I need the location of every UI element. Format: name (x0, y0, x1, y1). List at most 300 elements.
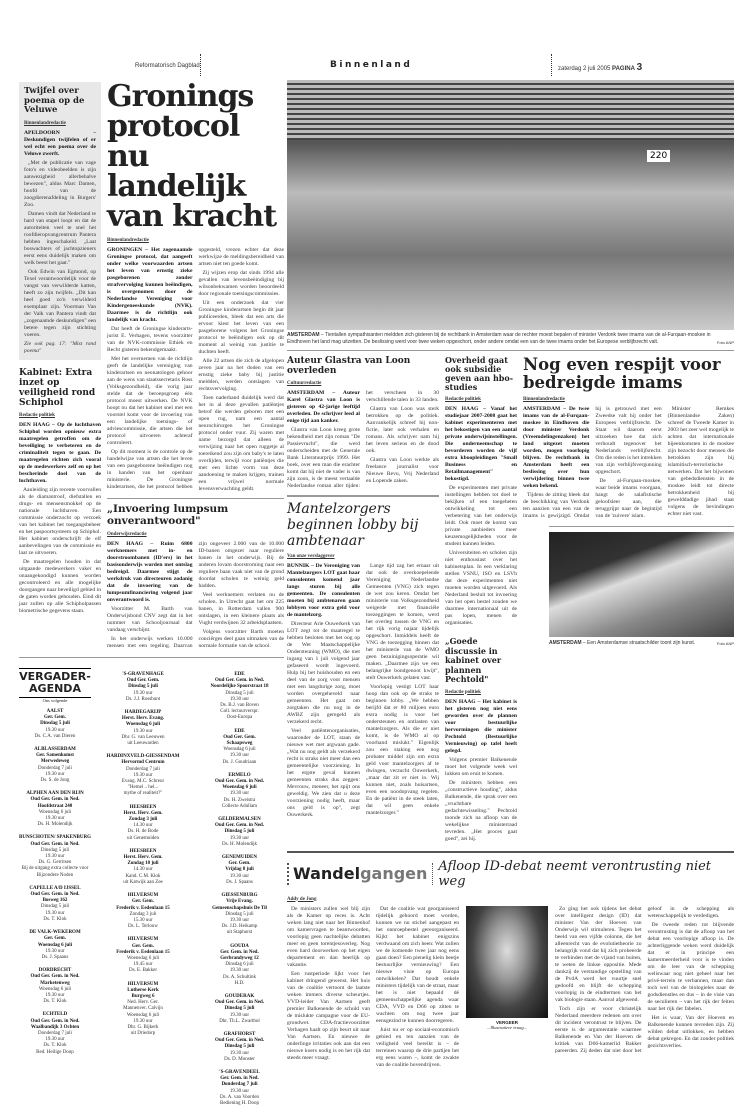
paragraph: „Met de publicatie van vage foto's en videobeelden is zijn aanwezigheid allerbehalve bewezen", aldus Marc Damen, hoofd van de zoogdierenafdeling in Burgers' Zoo. (24, 159, 96, 208)
agenda-heading: Dinsdag 5 juli (224, 1044, 255, 1050)
page-date (558, 62, 642, 73)
agenda-item (19, 709, 91, 740)
agenda-item (195, 1032, 284, 1063)
lead-paragraph: APELDOORN – Deskundigen twijfelen of er wel echt een poema over de Veluwe zwerft. (24, 129, 96, 157)
right-block (287, 332, 734, 1069)
center-left-column (107, 79, 284, 651)
agenda-detail: "Hemel .. hel... (127, 785, 159, 791)
agenda-heading: DORDRECHT (38, 968, 72, 974)
agenda-detail: 19.30 uur (229, 917, 250, 923)
agenda-heading: Ger. Gem. (132, 899, 154, 905)
wandelgangen-headline: Afloop ID-debat neemt verontrusting niet weg (438, 858, 712, 889)
kabinet-article (19, 368, 101, 617)
agenda-heading: Oud Ger. Gem. in Ned. (30, 1018, 80, 1024)
agenda-detail: Bed. Heilige Doop (36, 1049, 74, 1055)
agenda-detail: Woensdag 6 juli (223, 747, 256, 753)
agenda-subtitle: Ons volgende (19, 697, 91, 703)
agenda-heading: Hoofdstraat 240 (37, 803, 73, 809)
minister-portrait (466, 906, 548, 1018)
agenda-heading: ALBLASSERDAM (34, 747, 76, 753)
agenda-heading: BUNSCHOTEN/ SPAKENBURG (19, 835, 92, 841)
agenda-heading: Dinsdag 5 juli (224, 829, 255, 835)
agenda-item (195, 944, 284, 987)
agenda-heading: Bosweg 162 (42, 898, 68, 904)
agenda-item (195, 893, 284, 936)
agenda-heading: ALPHEN AAN DEN RIJN (26, 791, 84, 797)
paragraph: De ministers zullen wel blij zijn als de Kamer op reces is. Acht weken lang niet naar het Binnenhof om kamervragen te beantwoorden, voorlopig geen nachtelijke debatten meer en geen torentjesoverleg. Nog even hard doorwerken op het eigen departement en dan heerlijk op vakantie. (287, 905, 370, 968)
divider (107, 498, 284, 499)
agenda-heading: GIESSENBURG (221, 893, 258, 899)
poema-headline: Twijfel over poema op de Veluwe (24, 86, 85, 115)
paragraph: Universiteiten en scholen zijn niet enthousiast over het kabinetsplan. In een verklaring stellen VSNU, ISO en LSVb dat deze experimenten niet moeten worden uitgevoerd. Als Nederland besluit tot invoering van het open bestel zouden we daarmee internationaal uit de pas lopen, menen de organisaties. (445, 550, 517, 626)
agenda-column (195, 672, 284, 1114)
paragraph: Minister Remkes (Binnenlandse Zaken) schreef de Tweede Kamer in 2003 het zeer wel mogelijk te achten dat internationale bijeenkomsten in de moskee zijn bezocht door mensen die betrokken zijn bij islamitisch-terroristische netwerken. Dat het bijwonen van gebedsdiensten in de moskee leidt tot directe betrokkenheid bij gewelddadige jihad staat volgens de bevindingen echter niet vast. (667, 406, 734, 517)
agenda-detail: uit Staphorst (226, 930, 253, 936)
agenda-detail: 19.30 uur (45, 854, 65, 860)
divider (287, 350, 734, 351)
agenda-detail: Bediening H. Doop (219, 1100, 260, 1106)
agenda-detail: Dinsdag 5 juli (225, 911, 254, 917)
agenda-heading: Oud Ger. Gem. in Ned. (214, 823, 265, 829)
agenda-detail: Ds. T. Klok (43, 1043, 67, 1049)
agenda-item (103, 710, 183, 747)
agenda-heading: Oud Ger. Gem. (223, 734, 256, 740)
paragraph: Ook Edwin van Egmond, op Texel verantwoordelijk voor de vangst van verwilderde katten, heeft zo zijn twijfels. „Dit kan heel goed zo'n verwilderd exemplaar zijn. Voorman Van der Valk van Pantera vindt dat „zogenaamde deskundigen" een betere tegen zijn stichting voeren. (24, 268, 96, 338)
agenda-heading: Herst. Herv. Gem. (123, 810, 163, 816)
byline: Binnenlandredactie (107, 238, 149, 243)
caption-place: AMSTERDAM (549, 639, 582, 646)
agenda-detail: Kand. C.M. Klok (125, 873, 161, 879)
agenda-detail: Mannenver. Calvijn (123, 1006, 163, 1012)
overheid-article (445, 356, 517, 629)
agenda-heading: GOUDA (230, 943, 249, 949)
agenda-detail: Ds. T. Klok (43, 999, 67, 1005)
agenda-heading: ERMELO (228, 772, 251, 778)
paragraph: Aanleiding zijn recente voorvallen als de diamantroof, diefstallen en drugs- en mensensmokkel op de nationale luchthaven. Een commissie onderzocht op verzoek van het kabinet het toegangsbeheer en het paspoortsysteem op Schiphol. Het kabinet onderschrijft de elf aanbevelingen van de commissie en laat ze uitvoeren. (19, 486, 101, 556)
agenda-detail: 19.30 uur (45, 948, 65, 954)
agenda-heading: Dinsdag 5 juli (224, 1006, 255, 1012)
wandelgangen-article (287, 906, 734, 1069)
paragraph: Dat de coalitie wat georganiseerd tijdelijk gehoord moet worden, kunnen we nu stichel aangepast en het onnroepbestel gereorganiseerd. Kijkt het kabinet enigszins verdwaand om zich heen: Wat zullen we de komende twee jaar nog eens gaan doen? Een pienelig klein beetje bestuurlijke vernieuwing? Een nieuwe visie op Europa ontwikkelen? Dat houdt enkele ministers tijdelijk van de straat, maar het is niet bepaald dé gemeenschappelijke agenda waar CDA, VVD en D66 op zitten te wachten om nog twee jaar eensgezind te kunnen doorregeren. (376, 905, 459, 1024)
agenda-heading: CAPELLE A/D IJSSEL (29, 885, 81, 891)
byline: Onderwijsredactie (107, 532, 147, 537)
lead-paragraph: GRONINGEN – Het zogenaamde Groningse protocol, dat aangeeft onder welke voorwaarden artsen het leven van ernstig zieke pasgeborenen zonder strafvervolging kunnen beëindigen, is overgenomen door de Nederlandse Vereniging voor Kindergeneeskunde (NVK). Daarmee is de richtlijn ook landelijk van kracht. (107, 247, 193, 323)
agenda-heading: Donderdag 7 juli (221, 1082, 258, 1088)
agenda-item (195, 729, 284, 766)
agenda-detail: Dinsdag 6 juli (225, 962, 254, 968)
agenda-detail: 19.30 uur (229, 696, 250, 702)
agenda-heading: Lutherse Kerk (127, 987, 159, 993)
byline: Redactie politiek (19, 412, 55, 418)
agenda-detail: Woensdag 6 juli (126, 955, 160, 961)
agenda-detail: uit Genemuiden (126, 835, 160, 841)
agenda-heading: Ger. Gem. (228, 861, 251, 867)
agenda-heading: Woensdag 6 juli (222, 785, 257, 791)
photo-credit: Foto ANP (716, 640, 734, 646)
agenda-heading: ECHTELD (42, 1012, 68, 1018)
agenda-detail: 19.30 uur (229, 968, 250, 974)
agenda-heading: Noordelijke Spoorstraat 18 (210, 684, 269, 690)
agenda-heading: HILVERSUM (127, 937, 159, 943)
agenda-detail: Donderdag 7 juli (126, 766, 160, 772)
agenda-detail: uit Katwijk aan Zee (123, 879, 163, 885)
agenda-heading: Oud Ger. Gem. in Ned. (214, 779, 265, 785)
article-body (107, 541, 284, 651)
agenda-item (103, 937, 183, 974)
photo-subcaption: ...Illustratieve vraag... (486, 1024, 528, 1030)
paragraph: Tijdens de zitting bleek dat de beschikking van Verdonk ten aanzien van een van de imams is gewijzigd. Omdat hij is getrouwd met een Zweedse valt hij onder het Europees verblijfsrecht. De Staat wil daarom eerst uitzoeken hoe dat zich verhoudt tegenover het Nederlands verblijfsrecht. Om die reden is het intrekken van zijn verblijfsvergunning opgeschort. (523, 406, 662, 519)
agenda-heading: Herst. Herv. Gem. (123, 855, 163, 861)
divider (200, 54, 201, 76)
paragraph: Alle 22 artsen die zich de afgelopen zeven jaar na het doden van een ernstig zieke baby bij justitie meldden, werden ontslagen van rechtsvervolging. (198, 358, 284, 392)
agenda-detail: Collecte Adullam (221, 803, 258, 809)
agenda-heading: 'S-GRAVENHAGE (122, 672, 164, 677)
paragraph: Veel werknemers verlaten nu de scholen. In Utrecht gaat het om 225 banen, in Rotterdam vallen 900 ontslagen, in een kleinere plaats als Vught verdwijnen 32 arbeidsplaatsen. (198, 592, 284, 626)
photo-caption (287, 332, 734, 346)
agenda-item (195, 1070, 284, 1107)
agenda-heading: Oud Ger. Gem. in Ned. (30, 841, 80, 847)
agenda-first-column (19, 668, 91, 1063)
paragraph: Lange tijd zag het ernaar uit dat ook de overkoepelende Vereniging Nederlandse Gemeenten (VNG) zich tegen de wet zou keren. Omdat het ministerie van Volksgezondheid weigerde met financiële toezeggingen te komen, werd het overleg tussen de VNG en het rijk vorig najaar tijdelijk opgeschort. Inmiddels heeft de VNG de toezegging binnen dat het ministerie van de WMO geen bezuinigingsoperatie wil maken. „Daarmee zijn we een belangrijke bondgenoot kwijt", stelt Ouwerkerk gelaten vast. (366, 563, 439, 681)
paragraph: Uit een onderzoek dat vier Groningse kinderartsen begin dit jaar publiceerden, bleek dat een arts die ervoor kiest het leven van een pasgeborene volgens het Groningse protocol te beëindigen ook op dit moment al weinig van justitie te duchten heeft. (198, 300, 284, 355)
divider (19, 657, 284, 658)
agenda-detail: 14.30 uur (133, 867, 153, 873)
agenda-detail: Ds. E. Bakker (128, 968, 158, 974)
agenda-title: VERGADER-AGENDA (19, 670, 91, 695)
agenda-detail: Ds. S. de Jong (40, 778, 70, 784)
agenda-detail: Donderdag 7 juli (38, 765, 72, 771)
paragraph: Glastra van Loon werkte als freelance journalist voor Nieuwe Revu, Vrij Nederland en Lopende zaken. (366, 457, 439, 484)
article-body (19, 422, 101, 615)
paragraph: Met het overnemen van de richtlijn geeft de landelijke vereniging van kinderartsen en neonatologen gehoor aan de wens van staatssecretaris Ross (Volksgezondheid), die vorig jaar stelde dat de beroepsgroep één protocol moest uitwerken. De NVK hoopt nu dat het kabinet snel met een voorstel komt voor de invoering van een landelijke toetsings- of adviescommissie, die artsen die het protocol uitvoeren achteraf controleert. (107, 356, 193, 446)
agenda-detail: Ds. D. Monster (224, 1056, 255, 1062)
agenda-heading: HILVERSUM (127, 893, 159, 899)
lead-paragraph: AMSTERDAM – De twee imams van de al-Furqaan-moskee in Eindhoven die door minister Verdonk (Vreemdelingenzaken) het land uitgezet moeten worden, mogen voorlopig blijven. De rechtbank in Amsterdam heeft een beslissing over hun verwijdering binnen twee weken bekend. (523, 406, 590, 489)
paragraph: Het is waar, Van der Hoeven en Balkenende kunnen tevreden zijn. Zij wilden debat uitlokken, en hebben debat gekregen. En dat zonder politiek gezichtsverlies. (647, 1014, 734, 1049)
agenda-detail: Oost-Europa (226, 715, 253, 721)
agenda-item (19, 886, 91, 923)
agenda-heading: 'S-GRAVENDEEL (219, 1069, 260, 1075)
paragraph: Zij wijzen erop dat sinds 1994 alle gevallen van levensbeëindiging bij wilsonbekwamen worden beoordeeld door regionale toetsingscommissies. (198, 270, 284, 297)
agenda-item (103, 849, 183, 886)
byline: Binnenlandredactie (523, 397, 565, 402)
agenda-heading: DE VALK-WEKEROM (29, 930, 81, 936)
agenda-detail: Ds. A. Schultink (222, 974, 257, 980)
agenda (19, 668, 284, 1114)
agenda-detail: 19.30 uur (133, 728, 153, 734)
agenda-detail: Bij de uitgang extra collecte voor (21, 866, 89, 872)
agenda-heading: Zondag 3 juli (128, 817, 158, 823)
photo-block (466, 906, 548, 1030)
paragraph: Op dit moment is de controle op de handelwijze van artsen die het leven van een pasgeborene beëindigen nog in handen van het openbaar ministerie. De Groningse kinderartsen, die het protocol hebben opgesteld, vrezen echter dat deze werkwijze de meldingsbereidheid van artsen niet ten goede komt. (107, 247, 284, 490)
article-body (24, 130, 96, 339)
kabinet-headline: Kabinet: Extra inzet op veiligheid rond Schiphol (19, 367, 96, 408)
mantelzorg-article (287, 501, 439, 820)
agenda-heading: Zondag 10 juli (127, 861, 159, 867)
agenda-item (195, 994, 284, 1025)
agenda-heading: Ger. Gem. (44, 715, 66, 721)
agenda-detail: Dinsdag 5 juli (40, 904, 70, 910)
divider (287, 851, 734, 853)
agenda-detail: Ds. H. Molendijk (37, 822, 73, 828)
agenda-heading: HILVERSUM (127, 981, 159, 987)
agenda-heading: Oud Ger. Gem. in Ned. (214, 678, 265, 684)
paragraph: Glastra van Loon was sterk betrokken op de politiek. Aanvankelijk schreef hij non-fictie, later ook verhalen en romans. Als schrijver nam hij het leven serieus en de dood ook. (366, 406, 439, 454)
agenda-detail: mythe of realiteit?" (123, 791, 163, 797)
agenda-detail: Ds. T. Klok (43, 916, 67, 922)
agenda-detail: 19.30 uur (229, 835, 250, 841)
article-body (445, 699, 517, 843)
agenda-detail: 19.30 uur (229, 791, 250, 797)
caption-text: – Een Amsterdamse straatschilder toont zijn kunst. (582, 639, 696, 646)
article-body (555, 906, 734, 1055)
agenda-detail: Ds. J. Goudriaan (222, 759, 257, 765)
agenda-heading: Schaapsweg (226, 741, 253, 747)
agenda-heading: Dinsdag 5 juli (40, 721, 70, 727)
see-also: Zie ook pag. 17: "Mist rond poema" (24, 340, 96, 354)
left-column (19, 82, 101, 617)
label-light: gangen (360, 864, 428, 883)
left-block (19, 79, 284, 1114)
agenda-item (19, 968, 91, 1005)
article-body (523, 406, 734, 521)
agenda-heading: HEESBEEN (129, 848, 157, 854)
agenda-heading: Frederik v. Eedenlaan 15 (116, 949, 170, 955)
agenda-detail: Ds. L. Terlouw (127, 924, 159, 930)
agenda-item (103, 982, 183, 1038)
agenda-heading: Oud Ger. Gem. in Ned. (30, 974, 80, 980)
wandelgangen-header (287, 859, 734, 889)
agenda-heading: Merwedeweg (40, 759, 70, 765)
glastra-headline: Auteur Glastra van Loon overleden (287, 356, 411, 376)
divider (551, 54, 552, 76)
pechtold-article (445, 637, 517, 845)
date-text: zaterdag 2 juli 2005 (558, 66, 611, 72)
building-number: 220 (647, 150, 670, 162)
divider (432, 863, 433, 885)
agenda-title-block (19, 668, 91, 709)
glastra-article (287, 356, 439, 490)
paragraph: De tweede reden tot blijvende verontrusting is dat de afloop van het debat een voorlopige afloop is. De achterliggende weken werd duidelijk dat er in principe een kamermeerderheid voor is te vinden om de leer van de schepping weliswaar nog niet geheel naar het privé-terrein te verbannen, maar dan toch wel van de biologieles naar de godsdienstles en dus – in de visie van de seculieren – van het rijk der feiten naar het rijk der fabelen. (647, 921, 734, 1012)
agenda-item (195, 817, 284, 848)
agenda-detail: 19.30 uur (45, 1037, 65, 1043)
byline: Binnenlandredactie (24, 120, 66, 126)
agenda-heading: GELDERMALSEN (218, 817, 261, 823)
column-c (287, 356, 439, 820)
groningen-headline: Gronings protocol nu landelijk van kracht (107, 79, 277, 234)
respijt-article (523, 356, 734, 521)
byline: Redactie politiek (445, 397, 481, 402)
lead-paragraph: DEN HAAG – Ruim 6800 werknemers met in- en doorstroombanen (ID'ers) in het basisonderwijs worden met ontslag bedreigd. Daarmee stijgt de werkdruk van directeuren zodanig dat de invoering van de lumpsumfinanciering volgend jaar onverantwoord is. (107, 541, 193, 603)
agenda-heading: AALST (46, 709, 64, 714)
agenda-detail: 19.30 uur (133, 772, 153, 778)
byline: Van onze verslaggever (287, 554, 335, 559)
agenda-heading: GENEMUIDEN (221, 855, 257, 861)
agenda-heading: Marketenweg (40, 980, 70, 986)
agenda-detail: Dinsdag 5 juli (225, 690, 254, 696)
agenda-detail: 19.30 uur (45, 771, 65, 777)
agenda-detail: Ds. B.J. van Boven (220, 703, 259, 709)
agenda-detail: Evang. M.C. Schreur (121, 779, 165, 785)
agenda-heading: Gerbrandyweg 12 (220, 955, 259, 961)
agenda-detail: Ds. H. Zweistra (223, 797, 256, 803)
agenda-item (195, 672, 284, 722)
agenda-detail: Ds. A. van Voorden (219, 1094, 260, 1100)
agenda-heading: Oud Ger. Gem. in Ned. (214, 1000, 265, 1006)
column-d (445, 356, 517, 845)
agenda-detail: Woensdag 6 juli (38, 809, 72, 815)
photo-caption: VERGEER (495, 1019, 518, 1025)
agenda-heading: EDE (234, 672, 245, 677)
agenda-item (103, 893, 183, 930)
paragraph: Juist nu er op sociaal-economisch gebied en ten aanzien van de veiligheid veel bereikt is – de terreinen waarop de drie partijen het erg eens waren –, komt de zwakte van de coalitie bovendrijven. (376, 1026, 459, 1068)
agenda-item (103, 754, 183, 797)
paragraph: Volgens voorzitter Barth moeten conciërges deel gaan uitmaken van de normale formatie van de school. (198, 629, 284, 649)
paragraph: Directeur Arie Ouwerkerk van LOT zegt tot de maatregel te hebben besloten met het oog op de Wet Maatschappelijke Ondersteuning (WMO), die met ingang van 1 juli volgend jaar gefaseerd wordt ingevoerd. Hulp bij het huishouden en een deel van de zorg voor mensen met een langdurige zorg, moet worden overgeheveld naar gemeenten. Het gaat om zorgtaken die nu nog in de AWBZ zijn geregeld als verzekerd recht. (287, 621, 360, 725)
street-painter-photo (549, 532, 734, 637)
agenda-item (195, 773, 284, 810)
agenda-heading: Hervormd Centrum (121, 760, 165, 766)
poema-box (19, 82, 101, 360)
agenda-detail: Ds. J. Spaans (41, 954, 69, 960)
agenda-heading: Oud Ger. Gem. (126, 678, 160, 684)
lumpsum-article (107, 503, 284, 651)
agenda-detail: Zondag 3 juli (129, 911, 157, 917)
lead-paragraph: BUNNIK – De Vereniging van Mantelzorgers LOT gaat haar consulenten komend jaar langs sturen bij alle gemeenten. De consulenten moeten bij ambtenaren gaan lobbyen voor extra geld voor de mantelzorg. (287, 563, 360, 618)
divider (549, 526, 734, 527)
photo-credit: Foto ANP (716, 340, 734, 345)
agenda-column (19, 709, 91, 1063)
paragraph: De al-Furqaan-moskee, waar beide imams voorgaan, hangt de salafistische geloofsleer aan, die teruggrijpt naar de begintijd van de 'zuivere' islam. (595, 478, 662, 519)
agenda-detail: 19.30 uur (229, 1012, 250, 1018)
agenda-detail: 15.30 uur (133, 917, 153, 923)
agenda-item (19, 930, 91, 961)
agenda-detail: Dhr. G. van Leeuwen (121, 734, 165, 740)
agenda-detail: Ds. H. Molendijk (222, 841, 257, 847)
agenda-heading: Dinsdag 5 juli (128, 684, 158, 690)
agenda-detail: 19.30 uur (229, 873, 250, 879)
article-body (107, 247, 284, 493)
paragraph: Toch zijn er voor christelijk Nederland meerdere redenen om over dit incident verontrust te blijven. De eerste is de argumentatie waarmee Balkenende en Van der Hoeven de kritiek van D66-kamerlid Bakker pareerden. Zij deden dat niet door het geloof in de schepping als wetenschappelijk te verdedigen. (555, 905, 734, 1054)
agenda-detail: 19.45 uur (133, 962, 153, 968)
agenda-detail: Dhr. Th.L. Zwartbol (219, 1018, 260, 1024)
agenda-heading: Frederik v. Eedenlaan 15 (116, 905, 170, 911)
agenda-column (103, 672, 183, 1044)
agenda-item (103, 672, 183, 703)
agenda-detail: 19.30 uur (229, 1050, 250, 1056)
agenda-heading: Ger. Gem. (44, 936, 66, 942)
overheid-headline: Overheid gaat ook subsidie geven aan hbo-studies (445, 355, 514, 392)
caption-place: AMSTERDAM (287, 332, 320, 338)
agenda-detail: Dhr. G. Bijkerk (127, 1024, 159, 1030)
article-body (445, 406, 517, 627)
agenda-item (103, 805, 183, 842)
paragraph: Toen naderhand duidelijk werd dat het in al deze gevallen patiëntjes betrof die werden geboren met een open rug, nam een aantal neurochirurgen het Groningse protocol onder vuur. Zij waren met name bezorgd dat alleen de verwijzing naar het open ruggetje al toereikend zou zijn om baby's te laten overlijden, terwijl voor patiëntjes die met een lichte vorm van deze aandoening te maken krijgen, trainen een vrijwel normale levensverwachting geldt. (198, 395, 284, 492)
paragraph: De maatregelen houden in dat uitgaande medewerkers vaker en onaangekondigd kunnen worden gecontroleerd en alle mogelijke doorgangen naar beveiligd gebied in de gaten worden gehouden. Eind dit jaar zullen op alle Schipholpassen biometrische gegevens staan. (19, 558, 101, 614)
paragraph: Dat heeft de Groningse kinderarts-jurist E. Verhagen, tevens voorzitter van de NVK-commissie Ethiek en Recht gisteren bekendgemaakt. (107, 326, 193, 353)
court-crowd-photo (287, 80, 734, 330)
page-label: PAGINA (612, 66, 635, 72)
caption-text: – Tientallen sympathisanten meldden zich gisteren bij de rechtbank in Amsterdam waar de rechter moest bepalen of minister Verdonk twee imams van de al-Furqaan-moskee in Eindhoven het land mag uitzetten. De beslissing werd voor twee weken opgeschort, onder andere omdat een van de twee imams onder het Europese verblijfsrecht valt. (287, 332, 711, 345)
agenda-detail: Ds. C.A. van Dieren (34, 733, 76, 739)
agenda-item (195, 855, 284, 886)
agenda-heading: Oud Ger. Gem. in Ned. (30, 797, 80, 803)
agenda-detail: uit Driedorp (130, 1031, 156, 1037)
agenda-detail: Ds. J.D. Heikamp (221, 924, 258, 930)
paragraph: Een rustperiode lijkt voor het kabinet dringend gewenst. Het huis van de coalitie vertoont de laatste weken immers diverse scheurtjes. VVD-leider Van Aartsen geeft premier Balkenende de schuld van de mislukte campagne voor de EU-grondwet. CDA-fractievoorzitter Verhagen haalt op zijn beurt uit naar Van Aartsen. En nieuwe de onderlinge irritaties ook aan dat een nieuwe koers nodig is en het rijk dat steeds meer vraagt. (287, 970, 370, 1061)
column-label (293, 864, 427, 883)
agenda-heading: GOUDERAK (224, 993, 255, 999)
agenda-detail: 14.30 uur (133, 823, 153, 829)
paragraph: Volgens premier Balkenende moet het volgende week wel lukken om eruit te komen. (445, 756, 517, 777)
agenda-item (19, 835, 91, 878)
paragraph: Damen vindt dat Nederland te hard van stapel loopt en dat de autoriteiten veel te snel het roofdieropvangcentrum Pantera hebben ingeschakeld. „Laat boswachters of jachtopzieners eerst eens duidelijk maken om welk beest het gaat." (24, 210, 96, 266)
agenda-detail: Donderdag 7 juli (38, 1030, 72, 1036)
label-dark: Wandel (293, 864, 361, 883)
agenda-heading: Vrije Evang. (226, 899, 253, 905)
agenda-heading: Gemeenschapshuis De Til (212, 905, 267, 911)
column-e (523, 356, 734, 647)
agenda-detail: Ds. H. de Bode (127, 829, 159, 835)
agenda-heading: HEESBEEN (129, 804, 157, 810)
agenda-detail: Dinsdag 5 juli (40, 847, 70, 853)
left-upper-row (19, 79, 284, 651)
agenda-detail: H.D. (234, 980, 245, 986)
divider (287, 495, 439, 497)
byline: Cultuurredactie (287, 381, 322, 386)
mantelzorg-headline: Mantelzorgers beginnen lobby bij ambtenaar (287, 501, 419, 549)
paragraph: In het onderwijs werken 10.000 mensen met een regeling. Daarvan zijn ongeveer 2.000 van de 10.000 ID-banen omgezet naar reguliere banen in het onderwijs. Bij de anderen lovam doorstroming naar een reguliere baan vaak niet van de grond doordat scholen te weinig geld hadden. (107, 541, 284, 649)
agenda-heading: Burgweg 6 (131, 993, 155, 999)
agenda-heading: Woensdag 6 juli (37, 942, 73, 948)
agenda-detail: 19.30 uur (133, 690, 153, 696)
agenda-detail: uit Leeuwarden (127, 741, 159, 747)
agenda-detail: Ds. G. Gerritsen (38, 860, 72, 866)
agenda-item (19, 1012, 91, 1055)
agenda-detail: 19.30 uur (45, 727, 65, 733)
paragraph: Zo ging het ook tijdens het debat over intelligent design (ID) dat minister Van der Hoeven van Onderwijs wil stimuleren. Tegen het beeld van een vijfde colonne, die het alleenrecht van de evolutietheorie zo belangrijk vond dat hij zich probeerde te verbinden met de vijand van buiten, te weten de linkse oppositie. Mede dankzij de verstandige opstelling van de PvdA werd het vuurtje snel gedoofd en blijft de schepping voorlopig in de eindtermen van het vak biologie staan. Aanval afgewend. (555, 905, 642, 1003)
lumpsum-headline: „Invoering lumpsum onverantwoord" (107, 503, 229, 527)
right-row (287, 356, 734, 845)
agenda-detail: Woensdag 6 juli (126, 1012, 160, 1018)
agenda-heading: HARDINXVELD-GIESSENDAM (106, 754, 180, 760)
pechtold-headline: „Goede discussie in kabinet over plannen Pechtold" (445, 636, 502, 684)
agenda-detail: Woensdag 6 juli (38, 986, 72, 992)
agenda-detail: 19.30 uur (229, 753, 250, 759)
agenda-heading: HARDEGARIJP (124, 710, 162, 716)
paragraph: Voorzitter M. Barth van Onderwijsbond CNV zegt dat in het nummer van Schooljournaal dat vandaag verschijnt. (107, 606, 193, 633)
paragraph: Voorlopig vestigt LOT haar hoop dan ook op de straks te beginnen lobby. „We hebben berijfd dat er 80 miljoen euro extra nodig is voor het ondersteunen en ontlasten van mantelzorgers. Als die er niet komt, is de WMO al op voorhand mislukt." Eigenlijk zou een staking een nog probater middel zijn om extra geld voor mantelzorgers af te dwingen, verzucht Ouwerkerk, „maar dat zit er niet in. Wij kunnen niet, zoals huisartsen, even een noodopvang regelen. En de patiënt in de steek laten, dat wil geen enkele mantelzorger." (366, 684, 439, 816)
lead-paragraph: DEN HAAG – Op de luchthaven Schiphol worden opnieuw extra maatregelen getroffen om de beveiliging te verbeteren en de criminaliteit tegen te gaan. De maatregelen richten zich vooral op de medewerkers zelf en op het bescherinde doel van de luchthaven. (19, 421, 101, 484)
agenda-detail: Ned. Herv. Ger. (127, 1000, 159, 1006)
agenda-detail: 19.30 uur (45, 992, 65, 998)
agenda-detail: Ds. J.J. Rossbunt (125, 696, 161, 702)
agenda-detail: Ds. J. Spaans (226, 879, 253, 885)
agenda-detail: 19.30 uur (229, 1088, 250, 1094)
agenda-heading: Oud Ger. Gem. in Ned. (214, 1038, 265, 1044)
agenda-detail: Bijzondere Noden (36, 872, 74, 878)
agenda-detail: Coll. lectuurverspr. (220, 709, 259, 715)
agenda-heading: GRAFHORST (223, 1031, 256, 1037)
groningen-article (107, 238, 284, 493)
paragraph: De experimenten met private instellingen hebben tot doel te bekijken of een toegeheten ontwikkeling tot een verbetering van het onderwijs leidt. Ook moet de komst van private aanbieders meer keuzemogelijkheden voor de student kunnen leiden. (445, 485, 517, 547)
paragraph: Veel patiëntenorganisaties, waaronder de LOT, staan de nieuwe wet met argwaan gade. „Wat nu nog geldt als verzekerd recht is straks niet meer dan een gemeentelijke voorziening. In het ergste geval kunnen gemeenten straks dus zeggen: Mevrouw, meneer, het spijt ons geweldig. We zien dat u deze voorziening nodig heeft, maar ons geld is op", zegt Ouwerkerk. (287, 728, 360, 818)
agenda-heading: Woensdag 6 juli (125, 722, 161, 728)
agenda-heading: Vrijdag 8 juli (225, 867, 254, 873)
agenda-item (19, 791, 91, 828)
paragraph: Glastra van Loon kreeg grote bekendheid met zijn roman "De Passievrucht", die werd onderscheiden met de Generale Bank Literatuurprijs 1999. Het boek, over een man die erachter komt dat hij niet de vader is van zijn zoon, is de meest vertaalde Nederlandse roman aller tijden: het verscheen in 30 verschillende talen in 33 landen. (287, 390, 439, 489)
byline: Addy de Jong (287, 896, 317, 902)
